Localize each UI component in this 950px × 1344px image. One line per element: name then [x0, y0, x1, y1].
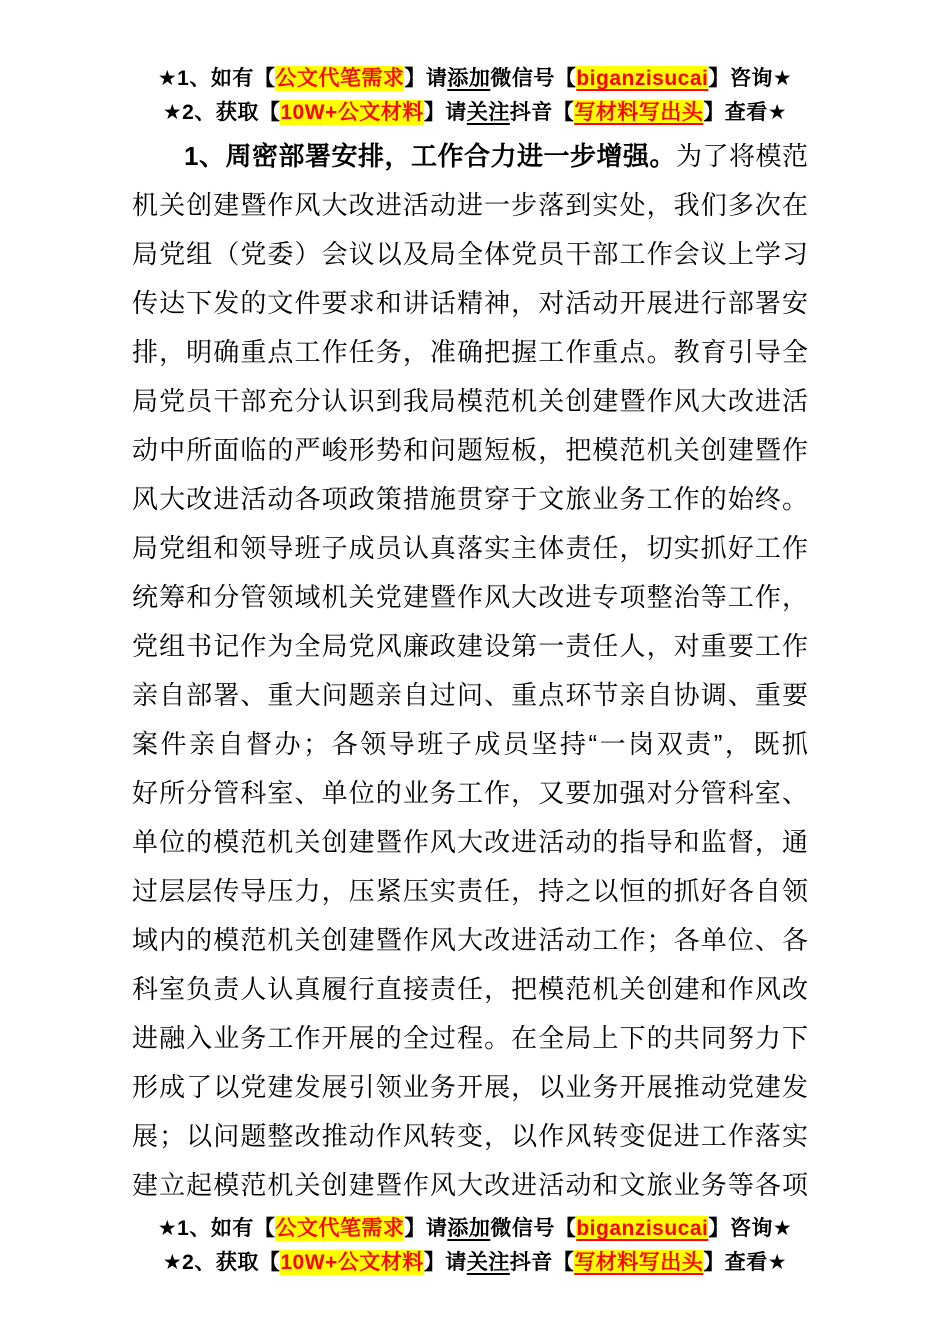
- promo-text: ★2、获取【: [162, 101, 281, 124]
- promo-highlight-douyin-id: 写材料写出头: [574, 1251, 704, 1274]
- paragraph-line: 局党组（党委）会议以及局全体党员干部工作会议上学习: [132, 239, 808, 269]
- promo-text: 】咨询★: [708, 67, 793, 90]
- promo-text: ★1、如有【: [157, 1217, 276, 1240]
- paragraph-line: 风大改进活动各项政策措施贯穿于文旅业务工作的始终。: [132, 484, 808, 514]
- promo-underline-add: 添加: [447, 67, 491, 90]
- promo-text: ★1、如有【: [157, 67, 276, 90]
- paragraph-line: 统筹和分管领域机关党建暨作风大改进专项整治等工作，: [132, 582, 808, 612]
- paragraph-line: 单位的模范机关创建暨作风大改进活动的指导和监督，通: [132, 827, 808, 857]
- promo-line-2: [0, 96, 950, 130]
- paragraph-line: 展；以问题整改推动作风转变，以作风转变促进工作落实: [132, 1121, 808, 1151]
- paragraph-line: 好所分管科室、单位的业务工作，又要加强对分管科室、: [132, 778, 808, 808]
- paragraph-line: 形成了以党建发展引领业务开展，以业务开展推动党建发: [132, 1072, 808, 1102]
- paragraph-line: 案件亲自督办；各领导班子成员坚持“一岗双责”，既抓: [132, 729, 808, 759]
- promo-text: 微信号【: [490, 1217, 577, 1240]
- promo-line-1: [0, 1212, 950, 1246]
- promo-line-1: [0, 62, 950, 96]
- paragraph-line: 局党员干部充分认识到我局模范机关创建暨作风大改进活: [132, 386, 808, 416]
- promo-text: 】查看★: [703, 101, 788, 124]
- paragraph-line: 亲自部署、重大问题亲自过问、重点环节亲自协调、重要: [132, 680, 808, 710]
- paragraph-line: 传达下发的文件要求和讲话精神，对活动开展进行部署安: [132, 288, 808, 318]
- paragraph-line: 局党组和领导班子成员认真落实主体责任，切实抓好工作: [132, 533, 808, 563]
- promo-line-2: [0, 1246, 950, 1280]
- promo-text: 抖音【: [509, 101, 575, 124]
- promo-underline-follow: 关注: [466, 101, 510, 124]
- promo-text: 】请: [423, 1251, 467, 1274]
- promo-text: 】请: [404, 67, 448, 90]
- promo-text: ★2、获取【: [162, 1251, 281, 1274]
- promo-highlight-materials: 10W+公文材料: [280, 1251, 424, 1274]
- promo-highlight-service: 公文代笔需求: [275, 67, 405, 90]
- promo-underline-follow: 关注: [466, 1251, 510, 1274]
- paragraph-lead-line: [132, 132, 808, 181]
- paragraph-line: 建立起模范机关创建暨作风大改进活动和文旅业务等各项: [132, 1170, 808, 1200]
- promo-highlight-service: 公文代笔需求: [275, 1217, 405, 1240]
- promo-text: 】咨询★: [708, 1217, 793, 1240]
- promo-banner-bottom: [0, 1212, 950, 1280]
- paragraph-line: 党组书记作为全局党风廉政建设第一责任人，对重要工作: [132, 631, 808, 661]
- promo-text: 抖音【: [509, 1251, 575, 1274]
- promo-text: 】请: [404, 1217, 448, 1240]
- promo-banner-top: [0, 62, 950, 130]
- promo-text: 微信号【: [490, 67, 577, 90]
- promo-text: 】查看★: [703, 1251, 788, 1274]
- paragraph-line: 动中所面临的严峻形势和问题短板，把模范机关创建暨作: [132, 435, 808, 465]
- promo-highlight-wechat-id: biganzisucai: [576, 1217, 709, 1240]
- paragraph-lead-heading: 1、周密部署安排，工作合力进一步增强。: [184, 141, 676, 171]
- promo-highlight-wechat-id: biganzisucai: [576, 67, 709, 90]
- promo-highlight-douyin-id: 写材料写出头: [574, 101, 704, 124]
- paragraph-lead-tail: 为了将模范: [675, 141, 808, 171]
- promo-text: 】请: [423, 101, 467, 124]
- paragraph-line: 域内的模范机关创建暨作风大改进活动工作；各单位、各: [132, 925, 808, 955]
- paragraph-line: 进融入业务工作开展的全过程。在全局上下的共同努力下: [132, 1023, 808, 1053]
- promo-highlight-materials: 10W+公文材料: [280, 101, 424, 124]
- document-body: [132, 132, 808, 1210]
- promo-underline-add: 添加: [447, 1217, 491, 1240]
- paragraph-line: 机关创建暨作风大改进活动进一步落到实处，我们多次在: [132, 190, 808, 220]
- paragraph-line: 科室负责人认真履行直接责任，把模范机关创建和作风改: [132, 974, 808, 1004]
- paragraph-line: 排，明确重点工作任务，准确把握工作重点。教育引导全: [132, 337, 808, 367]
- paragraph-line: 过层层传导压力，压紧压实责任，持之以恒的抓好各自领: [132, 876, 808, 906]
